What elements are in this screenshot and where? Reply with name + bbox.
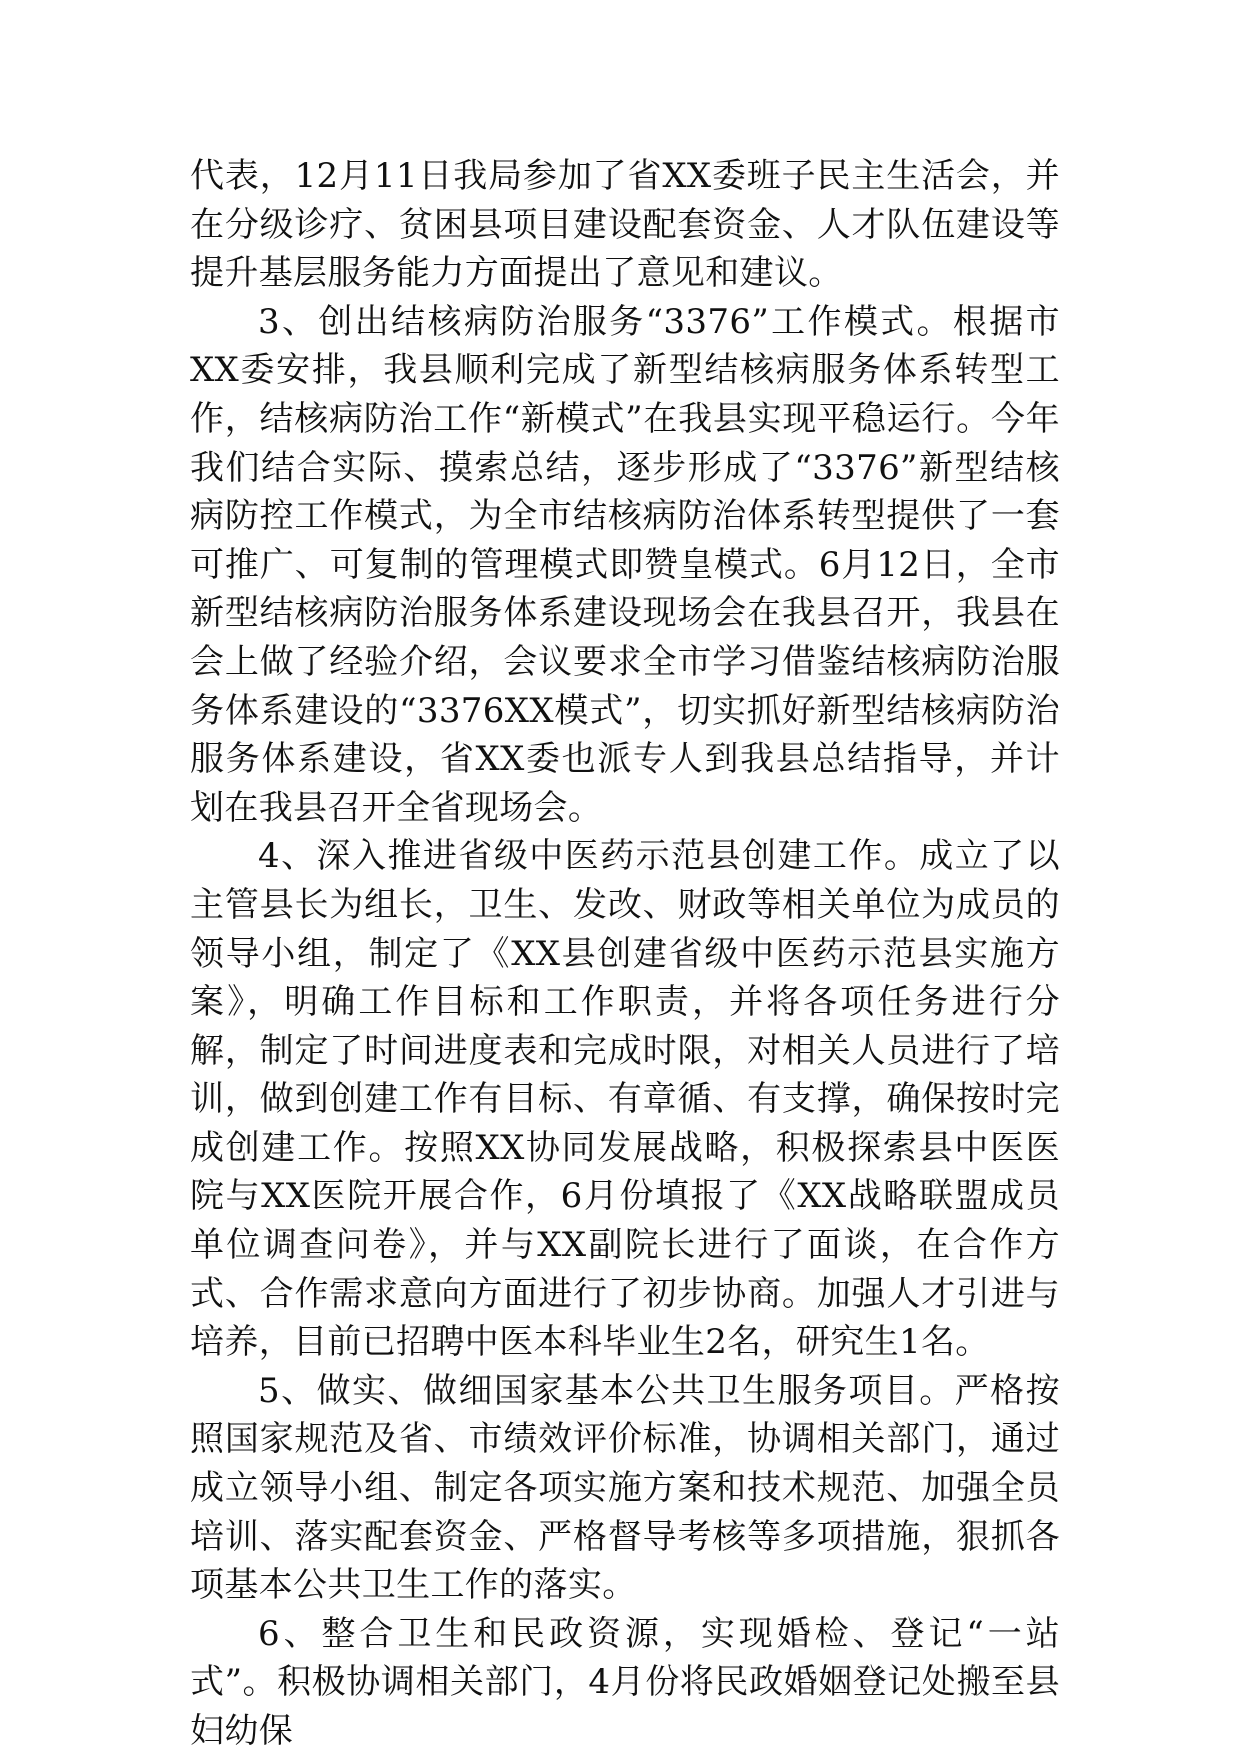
report-text-body (190, 152, 1060, 1756)
paragraph-item-4-traditional-medicine: 4、深入推进省级中医药示范县创建工作。成立了以主管县长为组长，卫生、发改、财政等相关单位为成员的领导小组，制定了《XX县创建省级中医药示范县实施方案》，明确工作目标和工作职责，并将各项任务进行分解，制定了时间进度表和完成时限，对相关人员进行了培训，做到创建工作有目标、有章循、有支撑，确保按时完成创建工作。按照XX协同发展战略，积极探索县中医医院与XX医院开展合作，6月份填报了《XX战略联盟成员单位调查问卷》，并与XX副院长进行了面谈，在合作方式、合作需求意向方面进行了初步协商。加强人才引进与培养，目前已招聘中医本科毕业生2名，研究生1名。 (190, 836, 1060, 1363)
paragraph-continuation: 代表，12月11日我局参加了省XX委班子民主生活会，并在分级诊疗、贫困县项目建设配套资金、人才队伍建设等提升基层服务能力方面提出了意见和建议。 (190, 156, 1060, 294)
paragraph-item-5-public-health: 5、做实、做细国家基本公共卫生服务项目。严格按照国家规范及省、市绩效评价标准，协调相关部门，通过成立领导小组、制定各项实施方案和技术规范、加强全员培训、落实配套资金、严格督导考核等多项措施，狠抓各项基本公共卫生工作的落实。 (190, 1370, 1060, 1606)
paragraph-item-3-tuberculosis-model: 3、创出结核病防治服务“3376”工作模式。根据市XX委安排，我县顺利完成了新型结核病服务体系转型工作，结核病防治工作“新模式”在我县实现平稳运行。今年我们结合实际、摸索总结，逐步形成了“3376”新型结核病防控工作模式，为全市结核病防治体系转型提供了一套可推广、可复制的管理模式即赞皇模式。6月12日，全市新型结核病防治服务体系建设现场会在我县召开，我县在会上做了经验介绍，会议要求全市学习借鉴结核病防治服务体系建设的“3376XX模式”，切实抓好新型结核病防治服务体系建设，省XX委也派专人到我县总结指导，并计划在我县召开全省现场会。 (190, 301, 1060, 828)
paragraph-item-6-one-stop-service: 6、整合卫生和民政资源，实现婚检、登记“一站式”。积极协调相关部门，4月份将民政婚姻登记处搬至县妇幼保 (190, 1613, 1060, 1751)
